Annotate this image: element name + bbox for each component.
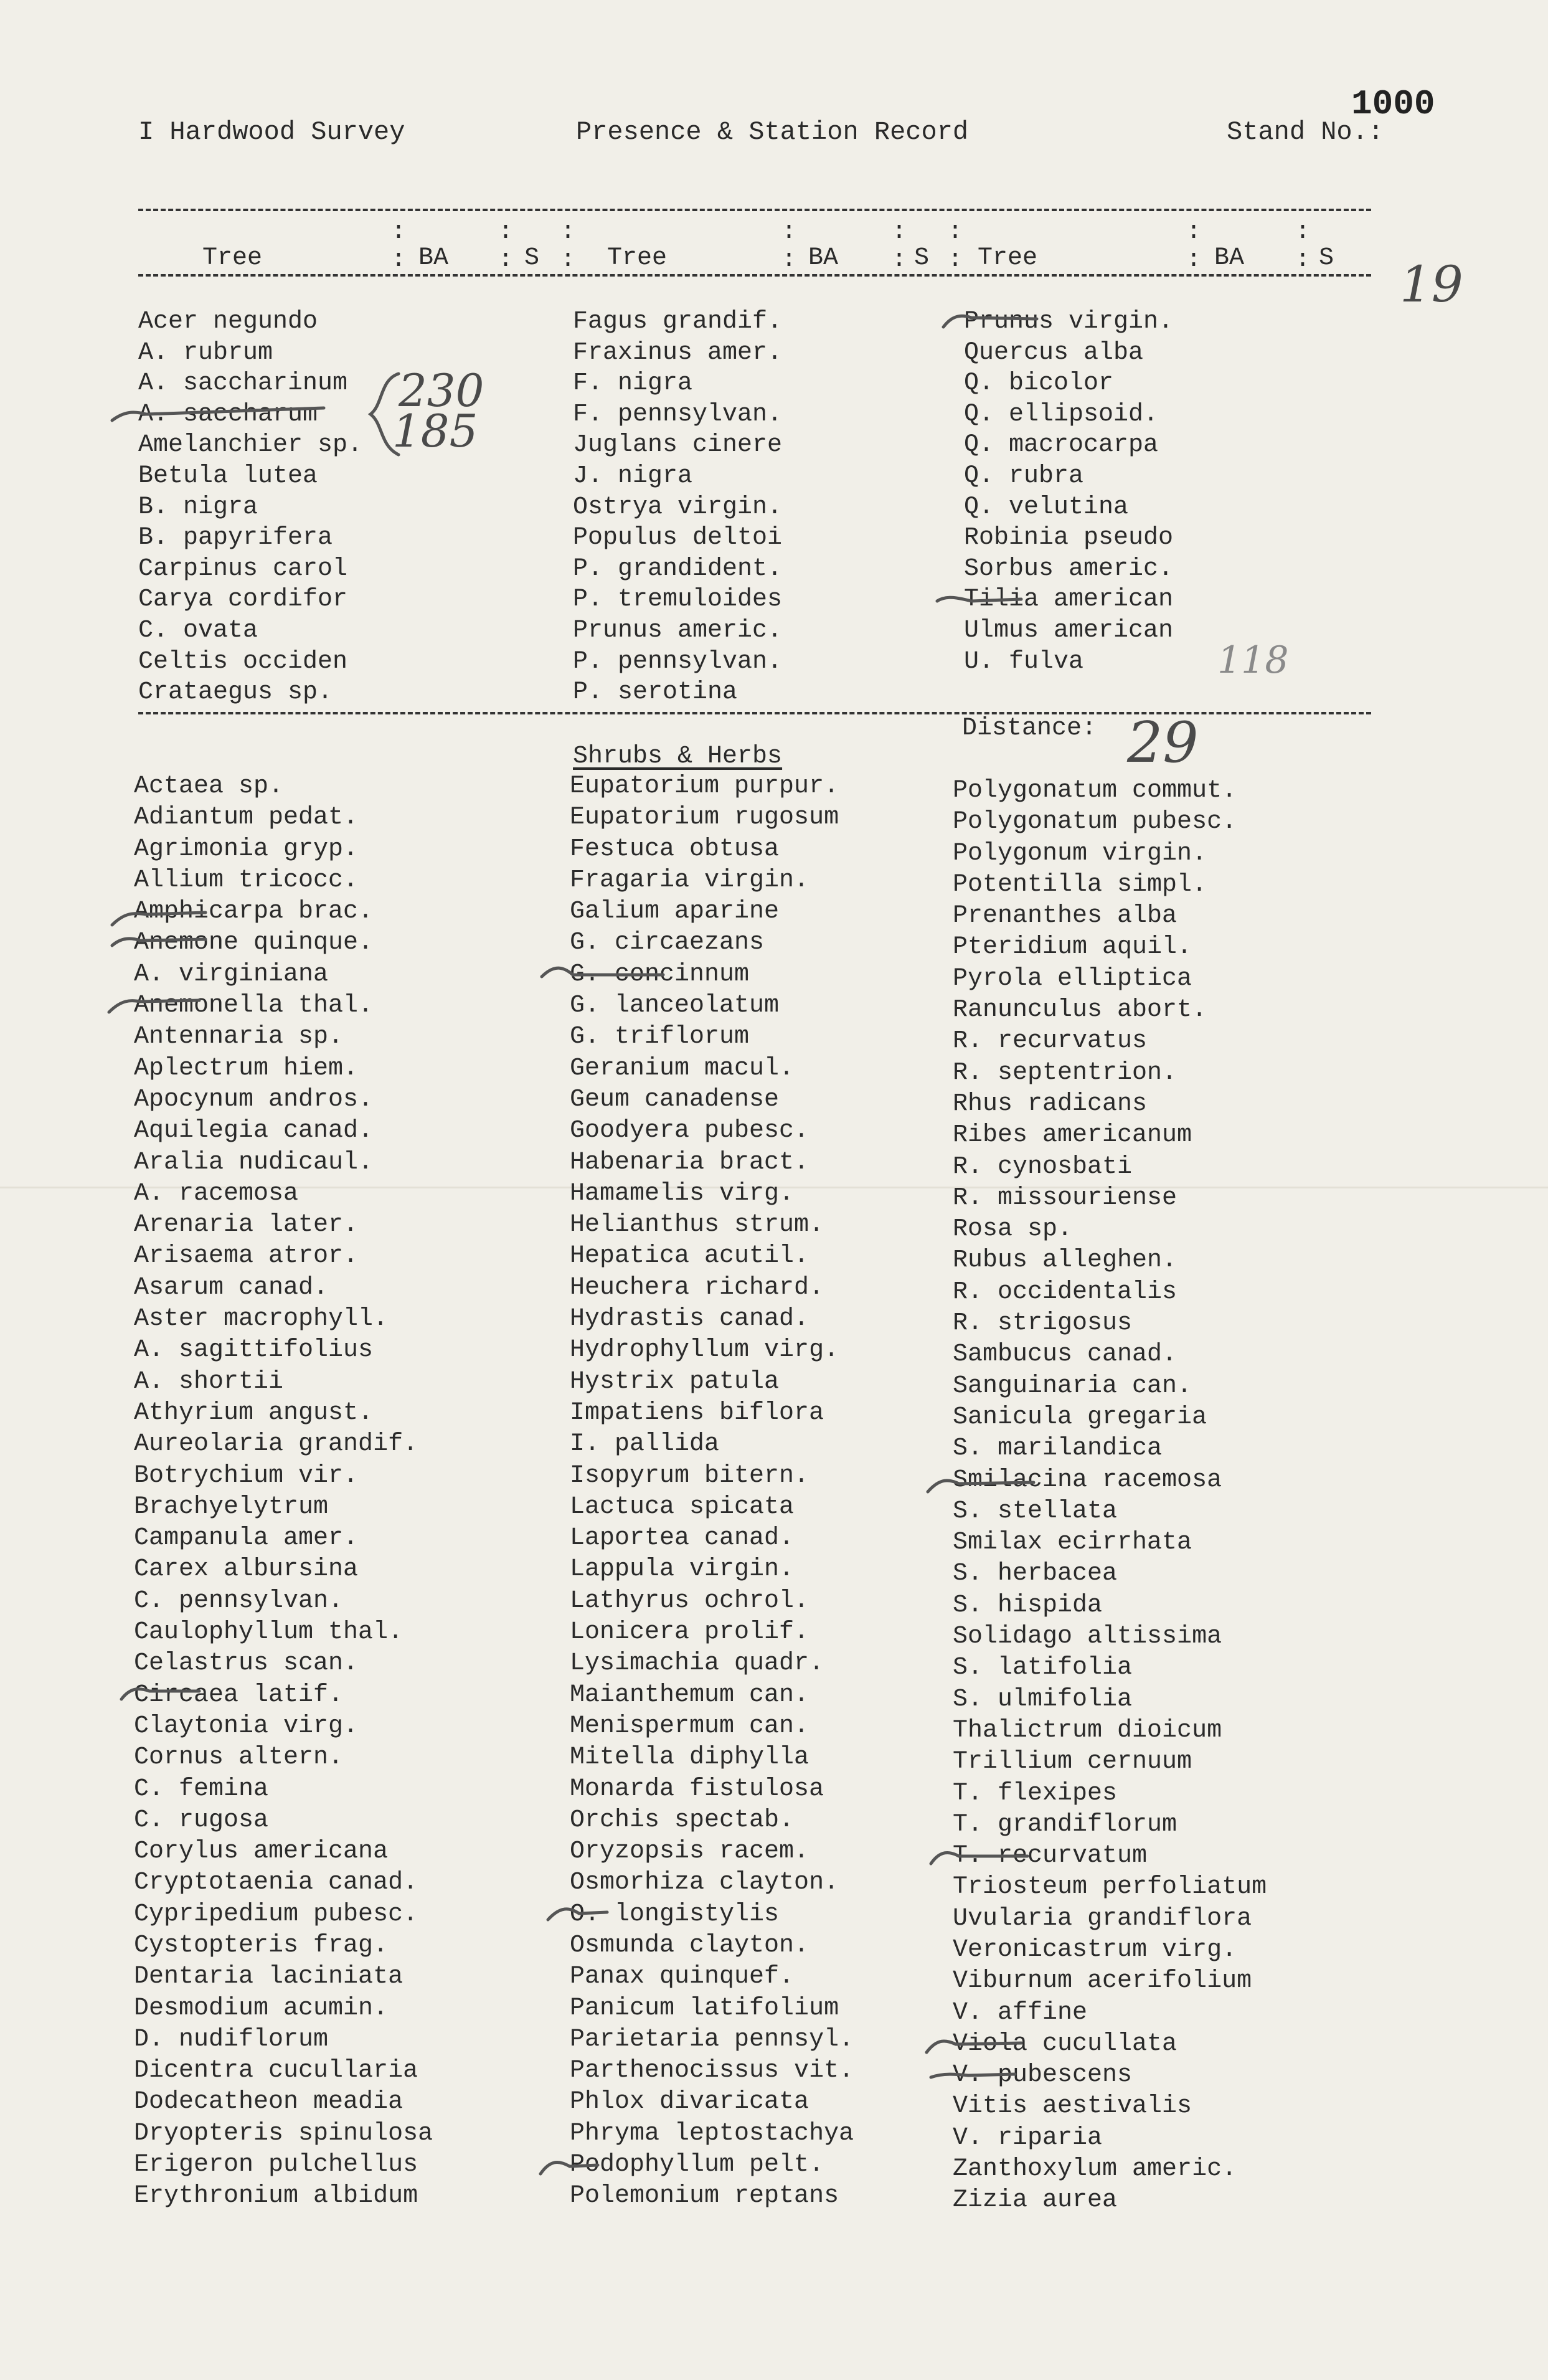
tree-species: Celtis occiden bbox=[138, 647, 348, 676]
herb-species: A. sagittifolius bbox=[134, 1336, 374, 1365]
survey-title: I Hardwood Survey bbox=[138, 117, 405, 147]
herb-species: Menispermum can. bbox=[570, 1712, 809, 1740]
tree-species: B. papyrifera bbox=[138, 524, 333, 552]
herb-species: Solidago altissima bbox=[953, 1623, 1222, 1651]
herb-species: Celastrus scan. bbox=[134, 1649, 359, 1678]
tree-species: B. nigra bbox=[138, 493, 258, 521]
herb-species: Monarda fistulosa bbox=[570, 1775, 824, 1803]
tree-species: Betula lutea bbox=[138, 462, 318, 490]
herb-species: Uvularia grandiflora bbox=[953, 1904, 1252, 1933]
tree-species: A. saccharinum bbox=[138, 369, 348, 398]
herb-species: Allium tricocc. bbox=[134, 866, 359, 894]
column-header-rule bbox=[138, 274, 1371, 277]
tree-species: A. rubrum bbox=[138, 338, 273, 367]
herb-species: Circaea latif. bbox=[134, 1681, 344, 1709]
herb-species: Geranium macul. bbox=[570, 1054, 795, 1083]
herb-species: Parthenocissus vit. bbox=[570, 2057, 854, 2085]
herb-species: Thalictrum dioicum bbox=[953, 1716, 1222, 1745]
herb-species: Phlox divaricata bbox=[570, 2088, 809, 2117]
herb-species: I. pallida bbox=[570, 1430, 720, 1459]
tree-species: C. ovata bbox=[138, 616, 258, 645]
separator: : : bbox=[948, 218, 963, 274]
herb-species: R. recurvatus bbox=[953, 1027, 1148, 1056]
tree-species: Q. rubra bbox=[964, 462, 1084, 490]
herb-species: V. pubescens bbox=[953, 2061, 1133, 2090]
col1-tree-heading: Tree bbox=[202, 244, 263, 272]
herb-species: G. circaezans bbox=[570, 929, 765, 957]
herb-species: Apocynum andros. bbox=[134, 1085, 374, 1114]
herb-species: S. marilandica bbox=[953, 1434, 1163, 1463]
handwritten-ba-bottom: 185 bbox=[392, 405, 478, 457]
herb-species: Isopyrum bitern. bbox=[570, 1461, 809, 1490]
herb-species: Claytonia virg. bbox=[134, 1712, 359, 1740]
herb-species: Sanguinaria can. bbox=[953, 1372, 1192, 1400]
herb-species: G. triflorum bbox=[570, 1023, 750, 1051]
col3-ba-heading: BA bbox=[1214, 244, 1245, 272]
tree-species: Q. ellipsoid. bbox=[964, 400, 1159, 429]
herb-species: Panicum latifolium bbox=[570, 1994, 839, 2022]
herb-species: Polemonium reptans bbox=[570, 2182, 839, 2211]
herb-species: Desmodium acumin. bbox=[134, 1994, 389, 2022]
herb-species: Viola cucullata bbox=[953, 2029, 1178, 2058]
herb-species: Anemonella thal. bbox=[134, 992, 374, 1020]
herb-species: T. recurvatum bbox=[953, 1842, 1148, 1870]
separator: : : bbox=[498, 218, 514, 274]
tree-species: Ostrya virgin. bbox=[573, 493, 783, 521]
herb-species: Aralia nudicaul. bbox=[134, 1148, 374, 1177]
herb-species: Eupatorium purpur. bbox=[570, 772, 839, 800]
herb-species: Erythronium albidum bbox=[134, 2182, 418, 2211]
top-rule bbox=[138, 209, 1371, 211]
herb-species: Maianthemum can. bbox=[570, 1681, 809, 1709]
tree-species: J. nigra bbox=[573, 462, 693, 490]
herb-species: Veronicastrum virg. bbox=[953, 1935, 1237, 1964]
tree-species: Robinia pseudo bbox=[964, 524, 1174, 552]
herb-species: R. occidentalis bbox=[953, 1278, 1178, 1306]
herb-species: Dentaria laciniata bbox=[134, 1963, 404, 1991]
herb-species: Aureolaria grandif. bbox=[134, 1430, 418, 1459]
herb-species: D. nudiflorum bbox=[134, 2025, 329, 2054]
herb-species: Viburnum acerifolium bbox=[953, 1967, 1252, 1996]
herb-species: Hydrophyllum virg. bbox=[570, 1336, 839, 1365]
tree-species: Acer negundo bbox=[138, 308, 318, 336]
herb-species: Sanicula gregaria bbox=[953, 1403, 1207, 1431]
separator: : : bbox=[892, 218, 907, 274]
herb-species: Hepatica acutil. bbox=[570, 1242, 809, 1271]
herb-species: Rhus radicans bbox=[953, 1089, 1148, 1118]
herb-species: S. herbacea bbox=[953, 1560, 1118, 1588]
tree-species: Populus deltoi bbox=[573, 524, 783, 552]
herb-species: Vitis aestivalis bbox=[953, 2092, 1192, 2121]
herb-species: A. virginiana bbox=[134, 960, 329, 989]
herb-species: S. stellata bbox=[953, 1497, 1118, 1525]
herb-species: G. concinnum bbox=[570, 960, 750, 989]
herb-species: Panax quinquef. bbox=[570, 1963, 795, 1991]
separator: : : bbox=[1186, 218, 1202, 274]
handwritten-distance: 29 bbox=[1127, 710, 1199, 775]
herb-species: Athyrium angust. bbox=[134, 1398, 374, 1427]
tree-species: Amelanchier sp. bbox=[138, 431, 363, 460]
separator: : : bbox=[781, 218, 797, 274]
herb-species: Festuca obtusa bbox=[570, 835, 780, 863]
tree-species: A. saccharum bbox=[138, 400, 318, 429]
tree-species: F. pennsylvan. bbox=[573, 400, 783, 429]
handwritten-ba-top: 230 bbox=[399, 364, 484, 417]
herb-species: C. femina bbox=[134, 1775, 269, 1803]
herb-species: Impatiens biflora bbox=[570, 1398, 824, 1427]
herb-species: O. longistylis bbox=[570, 1900, 780, 1928]
herb-species: Hamamelis virg. bbox=[570, 1179, 795, 1208]
tree-species: P. grandident. bbox=[573, 554, 783, 583]
herb-species: Actaea sp. bbox=[134, 772, 284, 800]
herb-species: Campanula amer. bbox=[134, 1524, 359, 1553]
distance-label: Distance: bbox=[962, 714, 1097, 742]
record-title: Presence & Station Record bbox=[576, 117, 969, 147]
col1-ba-heading: BA bbox=[418, 244, 449, 272]
herb-species: Osmunda clayton. bbox=[570, 1931, 809, 1960]
herb-species: Dodecatheon meadia bbox=[134, 2088, 404, 2117]
handwritten-margin-count: 19 bbox=[1400, 255, 1463, 313]
herb-species: S. ulmifolia bbox=[953, 1685, 1133, 1714]
col3-tree-heading: Tree bbox=[978, 244, 1038, 272]
herb-species: Antennaria sp. bbox=[134, 1023, 344, 1051]
herb-species: Cypripedium pubesc. bbox=[134, 1900, 418, 1928]
stand-label: Stand No.: bbox=[1227, 117, 1384, 147]
herb-species: Smilacina racemosa bbox=[953, 1466, 1222, 1494]
tree-species: Q. bicolor bbox=[964, 369, 1114, 398]
herb-species: Laportea canad. bbox=[570, 1524, 795, 1553]
herb-species: T. flexipes bbox=[953, 1779, 1118, 1808]
tree-species: Crataegus sp. bbox=[138, 678, 333, 707]
herb-species: Podophyllum pelt. bbox=[570, 2151, 824, 2179]
stand-number: 1000 bbox=[1351, 84, 1435, 124]
tree-species: U. fulva bbox=[964, 647, 1084, 676]
herb-species: R. septentrion. bbox=[953, 1058, 1178, 1087]
herb-species: R. missouriense bbox=[953, 1183, 1178, 1212]
separator: : : bbox=[560, 218, 576, 274]
herb-species: Erigeron pulchellus bbox=[134, 2151, 418, 2179]
herb-species: Osmorhiza clayton. bbox=[570, 1869, 839, 1897]
herb-species: Aquilegia canad. bbox=[134, 1117, 374, 1145]
separator: : : bbox=[1295, 218, 1311, 274]
separator: : : bbox=[391, 218, 407, 274]
herb-species: Ribes americanum bbox=[953, 1121, 1192, 1150]
herb-species: Rosa sp. bbox=[953, 1215, 1073, 1244]
herb-species: Potentilla simpl. bbox=[953, 870, 1207, 899]
tree-species: Q. velutina bbox=[964, 493, 1129, 521]
herb-species: Goodyera pubesc. bbox=[570, 1117, 809, 1145]
herb-species: Heuchera richard. bbox=[570, 1273, 824, 1302]
tree-species: Prunus americ. bbox=[573, 616, 783, 645]
herb-species: S. hispida bbox=[953, 1591, 1103, 1619]
tree-species: Prunus virgin. bbox=[964, 308, 1174, 336]
herb-species: Dryopteris spinulosa bbox=[134, 2119, 433, 2148]
herb-species: Helianthus strum. bbox=[570, 1211, 824, 1240]
shrubs-herbs-heading: Shrubs & Herbs bbox=[573, 742, 783, 770]
herb-species: Fragaria virgin. bbox=[570, 866, 809, 894]
herb-species: Polygonatum pubesc. bbox=[953, 808, 1237, 837]
tree-species: P. serotina bbox=[573, 678, 738, 707]
tree-species: Q. macrocarpa bbox=[964, 431, 1159, 460]
herb-species: Aplectrum hiem. bbox=[134, 1054, 359, 1083]
herb-species: Habenaria bract. bbox=[570, 1148, 809, 1177]
herb-list-col1 bbox=[134, 771, 433, 2212]
herb-species: Parietaria pennsyl. bbox=[570, 2025, 854, 2054]
herb-species: Polygonum virgin. bbox=[953, 839, 1207, 868]
handwritten-side-count: 118 bbox=[1217, 638, 1289, 682]
herb-species: Anemone quinque. bbox=[134, 929, 374, 957]
herb-species: Dicentra cucullaria bbox=[134, 2057, 418, 2085]
herb-species: Pteridium aquil. bbox=[953, 933, 1192, 962]
herb-species: Pyrola elliptica bbox=[953, 964, 1192, 993]
herb-list-col2 bbox=[570, 771, 854, 2212]
herb-species: Asarum canad. bbox=[134, 1273, 329, 1302]
herb-species: V. riparia bbox=[953, 2123, 1103, 2152]
col3-s-heading: S bbox=[1319, 244, 1334, 272]
tree-species: Ulmus american bbox=[964, 616, 1174, 645]
herb-species: Prenanthes alba bbox=[953, 902, 1178, 931]
herb-species: Eupatorium rugosum bbox=[570, 804, 839, 832]
tree-species: Juglans cinere bbox=[573, 431, 783, 460]
herb-species: Lappula virgin. bbox=[570, 1555, 795, 1584]
herb-species: R. cynosbati bbox=[953, 1152, 1133, 1181]
herb-species: A. shortii bbox=[134, 1367, 284, 1396]
tree-species: Fagus grandif. bbox=[573, 308, 783, 336]
herb-species: Aster macrophyll. bbox=[134, 1305, 389, 1334]
herb-species: Geum canadense bbox=[570, 1085, 780, 1114]
herb-species: Phryma leptostachya bbox=[570, 2119, 854, 2148]
herb-species: Lactuca spicata bbox=[570, 1492, 795, 1521]
herb-species: Hystrix patula bbox=[570, 1367, 780, 1396]
col2-ba-heading: BA bbox=[808, 244, 839, 272]
herb-species: Oryzopsis racem. bbox=[570, 1837, 809, 1866]
herb-species: Adiantum pedat. bbox=[134, 804, 359, 832]
herb-species: T. grandiflorum bbox=[953, 1810, 1178, 1839]
herb-species: S. latifolia bbox=[953, 1654, 1133, 1682]
herb-species: G. lanceolatum bbox=[570, 992, 780, 1020]
herb-species: Zizia aurea bbox=[953, 2186, 1118, 2215]
herb-list-col3 bbox=[953, 775, 1267, 2217]
herb-species: Ranunculus abort. bbox=[953, 996, 1207, 1025]
herb-species: Arisaema atror. bbox=[134, 1242, 359, 1271]
tree-list-col3 bbox=[964, 306, 1173, 677]
herb-species: Orchis spectab. bbox=[570, 1806, 795, 1834]
tree-species: P. pennsylvan. bbox=[573, 647, 783, 676]
herb-species: Corylus americana bbox=[134, 1837, 389, 1866]
herb-species: Cryptotaenia canad. bbox=[134, 1869, 418, 1897]
herb-species: A. racemosa bbox=[134, 1179, 299, 1208]
herb-species: Brachyelytrum bbox=[134, 1492, 329, 1521]
herb-species: Sambucus canad. bbox=[953, 1340, 1178, 1369]
herb-species: Galium aparine bbox=[570, 898, 780, 926]
herb-species: Amphicarpa brac. bbox=[134, 898, 374, 926]
herb-species: R. strigosus bbox=[953, 1309, 1133, 1338]
col2-tree-heading: Tree bbox=[607, 244, 668, 272]
herb-species: Polygonatum commut. bbox=[953, 777, 1237, 805]
herb-species: Trillium cernuum bbox=[953, 1748, 1192, 1776]
tree-species: F. nigra bbox=[573, 369, 693, 398]
herb-species: Botrychium vir. bbox=[134, 1461, 359, 1490]
herb-species: Lysimachia quadr. bbox=[570, 1649, 824, 1678]
herb-species: V. affine bbox=[953, 1998, 1088, 2027]
herb-species: Carex albursina bbox=[134, 1555, 359, 1584]
tree-species: Carpinus carol bbox=[138, 554, 348, 583]
tree-species: Quercus alba bbox=[964, 338, 1144, 367]
herb-species: Hydrastis canad. bbox=[570, 1305, 809, 1334]
herb-species: Agrimonia gryp. bbox=[134, 835, 359, 863]
tree-species: P. tremuloides bbox=[573, 586, 783, 614]
tree-species: Carya cordifor bbox=[138, 586, 348, 614]
tree-species: Fraxinus amer. bbox=[573, 338, 783, 367]
col1-s-heading: S bbox=[524, 244, 540, 272]
herb-species: C. pennsylvan. bbox=[134, 1586, 344, 1615]
herb-species: Lonicera prolif. bbox=[570, 1618, 809, 1647]
herb-species: Cystopteris frag. bbox=[134, 1931, 389, 1960]
tree-species: Sorbus americ. bbox=[964, 554, 1174, 583]
tree-list-col2 bbox=[573, 306, 782, 708]
herb-species: Mitella diphylla bbox=[570, 1743, 809, 1772]
col2-s-heading: S bbox=[914, 244, 930, 272]
herb-species: Zanthoxylum americ. bbox=[953, 2155, 1237, 2184]
herb-species: Smilax ecirrhata bbox=[953, 1529, 1192, 1557]
herb-species: Caulophyllum thal. bbox=[134, 1618, 404, 1647]
herb-species: Rubus alleghen. bbox=[953, 1246, 1178, 1275]
tree-list-col1 bbox=[138, 306, 362, 708]
herb-species: Triosteum perfoliatum bbox=[953, 1873, 1267, 1902]
tree-species: Tilia american bbox=[964, 586, 1174, 614]
herb-species: C. rugosa bbox=[134, 1806, 269, 1834]
herb-species: Lathyrus ochrol. bbox=[570, 1586, 809, 1615]
herb-species: Arenaria later. bbox=[134, 1211, 359, 1240]
herb-species: Cornus altern. bbox=[134, 1743, 344, 1772]
